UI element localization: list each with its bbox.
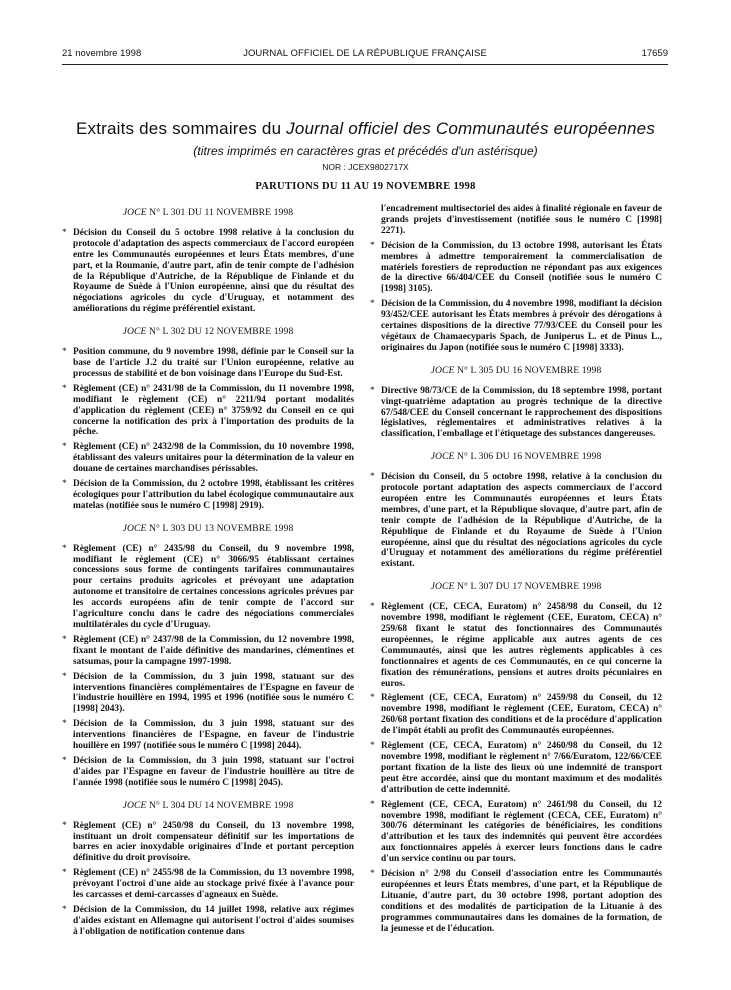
summary-entry: * Décision de la Commission, du 14 juillet 1998, relative aux régimes d'aides existant en Allemagne qui autorisent l'octroi d'aides soumises à l'obligation de notification contenue dans [62,905,354,938]
running-header [62,48,668,62]
summary-entry: * Règlement (CE) n° 2432/98 de la Commission, du 10 novembre 1998, établissant des valeurs unitaires pour la détermination de la valeur en douane de certaines marchandises périssables. [62,442,354,475]
section-issue: N° L 304 DU 14 NOVEMBRE 1998 [146,799,294,811]
section-heading [370,366,662,377]
continued-entry: l'encadrement multisectoriel des aides à finalité régionale en faveur de grands projets d'investissement (notifiée sous le numéro C [1998] 2271). [381,204,662,236]
summary-entry: * Décision de la Commission, du 3 juin 1998, statuant sur l'octroi d'aides par l'Espagne en faveur de l'industrie houillère au titre de l'année 1998 (notifiée sous le numéro C [1998] 2045). [62,756,354,789]
title-prefix: Extraits des sommaires du [75,119,287,138]
section-issue: N° L 302 DU 12 NOVEMBRE 1998 [146,326,294,338]
summary-entry: * Directive 98/73/CE de la Commission, du 18 septembre 1998, portant vingt-quatrième adaptation au progrès technique de la directive 67/548/CEE du Conseil concernant le rapprochement des dispositions législatives, réglementaires et administratives relatives à la classification, l'emballage et l'étiquetage des substances dangereuses. [370,386,662,441]
section-journal-abbrev: JOCE [430,364,455,376]
summary-entry: * Règlement (CE, CECA, Euratom) n° 2459/98 du Conseil, du 12 novembre 1998, modifiant le règlement (CEE, Euratom, CECA) n° 260/68 portant fixation des conditions et de la procédure d'application de l'impôt établi au profit des Communautés européennes. [370,693,662,737]
summary-entry: * Position commune, du 9 novembre 1998, définie par le Conseil sur la base de l'article J.2 du traité sur l'Union européenne, relative au processus de stabilité et de bon voisinage dans l'Europe du Sud-Est. [62,347,354,380]
header-rule [62,64,668,65]
header-journal-name: JOURNAL OFFICIEL DE LA RÉPUBLIQUE FRANÇAISE [243,48,487,59]
summary-entry: * Décision de la Commission, du 2 octobre 1998, établissant les critères écologiques pour l'attribution du label écologique communautaire aux matelas (notifiée sous le numéro C [1998] 2919). [62,479,354,512]
summary-entry: * Décision de la Commission, du 3 juin 1998, statuant sur des interventions financières complémentaires de l'Espagne en faveur de l'industrie houillère en 1994, 1995 et 1996 (notifiée sous le numéro C [1998] 2043). [62,672,354,716]
section-issue: N° L 303 DU 13 NOVEMBRE 1998 [146,522,294,534]
section-issue: N° L 306 DU 16 NOVEMBRE 1998 [454,451,602,463]
section-heading [62,208,354,219]
section-issue: N° L 305 DU 16 NOVEMBRE 1998 [454,364,602,376]
summary-entry: * Décision n° 2/98 du Conseil d'association entre les Communautés européennes et leurs États membres, d'une part, et la République de Lituanie, d'autre part, du 30 octobre 1998, portant adoption des conditions et des modalités de participation de la Lituanie à des programmes communautaires dans les domaines de la formation, de la jeunesse et de l'éducation. [370,869,662,934]
summary-entry: * Décision du Conseil, du 5 octobre 1998, relative à la conclusion du protocole portant adaptation des aspects commerciaux de l'accord européen entre les Communautés européennes et leurs États membres, d'une part, et la République slovaque, d'autre part, afin de tenir compte de l'adhésion de la République d'Autriche, de la République de Finlande et du Royaume de Suède à l'Union européenne, ainsi que du résultat des négociations agricoles du cycle d'Uruguay et notamment des améliorations du régime préférentiel existant. [370,472,662,570]
document-subtitle: (titres imprimés en caractères gras et précédés d'un astérisque) [193,144,538,158]
section-journal-abbrev: JOCE [122,799,147,811]
summary-entry: * Règlement (CE) n° 2450/98 du Conseil, du 13 novembre 1998, instituant un droit compensateur définitif sur les importations de barres en acier inoxydable originaires d'Inde et portant perception définitive du droit provisoire. [62,821,354,865]
summary-entry: * Règlement (CE, CECA, Euratom) n° 2458/98 du Conseil, du 12 novembre 1998, modifiant le règlement (CEE, Euratom, CECA) n° 259/68 fixant le statut des fonctionnaires des Communautés européennes, le régime applicable aux autres agents de ces Communautés, ainsi que les autres règlements applicables à ces fonctionnaires et agents de ces Communautés, en ce qui concerne la fixation des rémunérations, pensions et autres droits pécuniaires en euros. [370,602,662,689]
section-journal-abbrev: JOCE [122,522,147,534]
summary-entry: * Règlement (CE, CECA, Euratom) n° 2461/98 du Conseil, du 12 novembre 1998, modifiant le règlement (CECA, CEE, Euratom) n° 300/76 déterminant les catégories de bénéficiaires, les conditions d'attribution et les taux des indemnités qui peuvent être accordées aux fonctionnaires appelés à exercer leurs fonctions dans le cadre d'un service continu ou par tours. [370,800,662,865]
section-journal-abbrev: JOCE [430,581,455,593]
right-column [370,204,662,938]
section-heading [62,524,354,535]
summary-entry: * Règlement (CE) n° 2435/98 du Conseil, du 9 novembre 1998, modifiant le règlement (CE) n° 3066/95 établissant certaines concessions sous forme de contingents tarifaires communautaires pour certains produits agricoles et prévoyant une adaptation autonome et transitoire de certaines concessions agricoles prévues par les accords européens afin de tenir compte de l'accord sur l'agriculture conclu dans le cadre des négociations commerciales multilatérales du cycle d'Uruguay. [62,544,354,631]
section-journal-abbrev: JOCE [430,451,455,463]
title-journal: Journal officiel des Communautés européennes [286,119,656,138]
summary-entry: * Règlement (CE) n° 2431/98 de la Commission, du 11 novembre 1998, modifiant le règlement (CE) n° 2211/94 portant modalités d'application du règlement (CEE) n° 3759/92 du Conseil en ce qui concerne la notification des prix à l'importation des produits de la pêche. [62,384,354,439]
left-column [62,204,354,942]
nor-reference: NOR : JCEX9802717X [322,162,409,172]
summary-entry: * Décision du Conseil du 5 octobre 1998 relative à la conclusion du protocole d'adaptation des aspects commerciaux de l'accord européen entre les Communautés européennes et leurs États membres, d'une part, et la Roumanie, d'autre part, afin de tenir compte de l'adhésion de la République d'Autriche, de la République de Finlande et du Royaume de Suède à l'Union européenne, ainsi que du résultat des négociations agricoles du cycle d'Uruguay, et notamment des améliorations du régime préférentiel existant. [62,228,354,315]
summary-entry: * Décision de la Commission, du 3 juin 1998, statuant sur des interventions financières de l'Espagne, en faveur de l'industrie houillère en 1997 (notifiée sous le numéro C [1998] 2044). [62,719,354,752]
document-title [0,119,731,139]
section-issue: N° L 301 DU 11 NOVEMBRE 1998 [146,207,294,218]
summary-entry: * Règlement (CE) n° 2455/98 de la Commission, du 13 novembre 1998, prévoyant l'octroi d'une aide au stockage privé fixée à l'avance pour les carcasses et demi-carcasses d'agneaux en Suède. [62,868,354,901]
section-issue: N° L 307 DU 17 NOVEMBRE 1998 [454,581,602,593]
section-journal-abbrev: JOCE [122,326,147,338]
section-heading [370,452,662,463]
summary-entry: * Règlement (CE) n° 2437/98 de la Commission, du 12 novembre 1998, fixant le montant de l'aide définitive des mandarines, clémentines et satsumas, pour la campagne 1997-1998. [62,635,354,668]
summary-entry: * Décision de la Commission, du 13 octobre 1998, autorisant les États membres à admettre temporairement la commercialisation de matériels forestiers de reproduction ne répondant pas aux exigences de la directive 66/404/CEE du Conseil (notifiée sous le numéro C [1998] 3105). [370,241,662,296]
section-heading [370,582,662,593]
section-journal-abbrev: JOCE [122,207,147,218]
parutions-heading: PARUTIONS DU 11 AU 19 NOVEMBRE 1998 [255,181,476,192]
header-date: 21 novembre 1998 [62,48,142,59]
summary-entry: * Règlement (CE, CECA, Euratom) n° 2460/98 du Conseil, du 12 novembre 1998, modifiant le règlement n° 7/66/Euratom, 122/66/CEE portant fixation de la liste des lieux où une indemnité de transport peut être accordée, ainsi que du montant maximum et des modalités d'attribution de cette indemnité. [370,741,662,796]
header-page-number: 17659 [641,48,668,59]
section-heading [62,327,354,338]
summary-entry: * Décision de la Commission, du 4 novembre 1998, modifiant la décision 93/452/CEE autorisant les États membres à prévoir des dérogations à certaines dispositions de la directive 77/93/CEE du Conseil pour les végétaux de Chamaecyparis Spach, de Juniperus L. et de Pinus L., originaires du Japon (notifiée sous le numéro C [1998] 3333). [370,299,662,354]
section-heading [62,801,354,812]
